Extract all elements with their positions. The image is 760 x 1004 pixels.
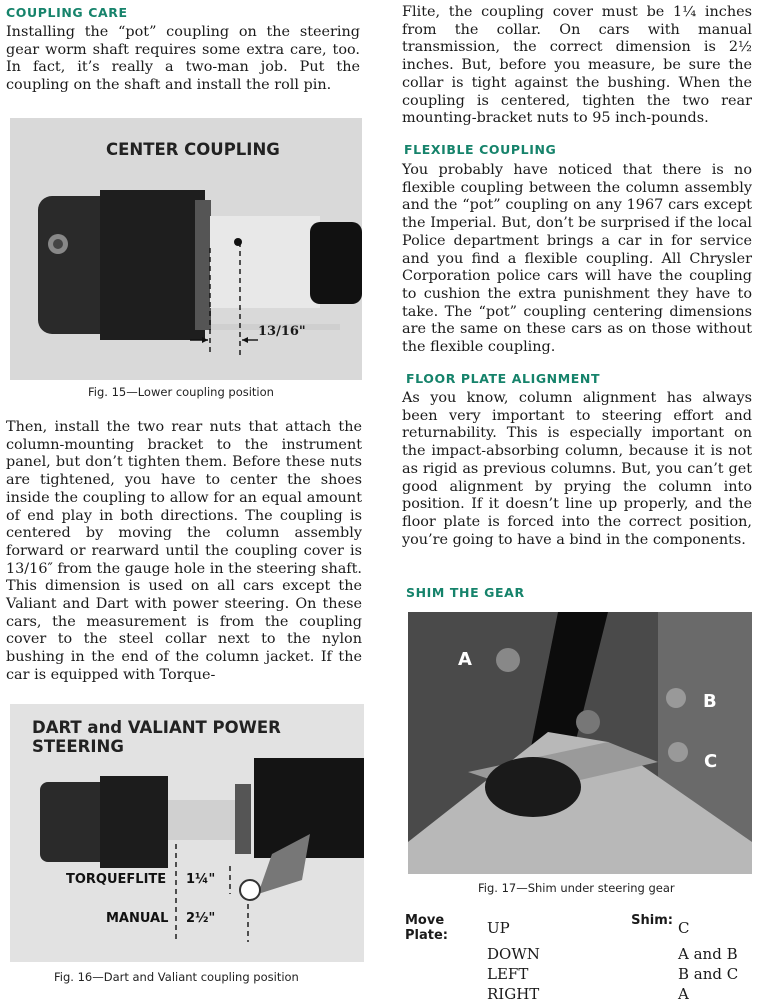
plate-value: UP: [487, 919, 510, 937]
figure-16-title: DART and VALIANT POWER STEERING: [32, 718, 281, 756]
shim-value: C: [678, 919, 690, 937]
plate-value: DOWN: [487, 945, 540, 963]
floor-plate-text: As you know, column alignment has always been very important to steering effort and returnability. This is especially important on the impact-absorbing column, because it is not as rigid as previous columns. But, you can’t get good alignment by prying the column into position. If it doesn’t line up properly, and the floor plate is forced into the correct position, you’re going to have a bind in the components.: [402, 390, 752, 548]
flexible-coupling-text: You probably have noticed that there is no flexible coupling between the column assembly and the “pot” coupling on any 1967 cars except the Imperial. But, don’t be surprised if the local Police department brings a car in for service and you find a flexible coupling. All Chrysler Corporation police cars will have the coupling to cushion the extra punishment they have to take. The “pot” coupling centering dimensions are the same on these cars as on those without the flexible coupling.: [402, 162, 752, 356]
plate-value: LEFT: [487, 965, 529, 983]
figure-16-photo: [10, 704, 364, 962]
figure-15-photo: [10, 118, 362, 380]
marker-b: B: [703, 691, 717, 712]
shim-heading: SHIM THE GEAR: [406, 585, 525, 600]
shim-value: A and B: [678, 945, 738, 963]
shim-value: A: [678, 985, 689, 1003]
shim-row-4: [404, 984, 739, 1004]
shim-row-1: [404, 912, 739, 944]
figure-15-dimension: 13/16": [258, 324, 306, 339]
move-plate-label: Move Plate:: [405, 913, 448, 943]
floor-plate-heading: FLOOR PLATE ALIGNMENT: [406, 371, 601, 386]
figure-17-photo: [408, 612, 752, 874]
figure-16-caption: Fig. 16—Dart and Valiant coupling position: [54, 970, 299, 984]
shim-table: [404, 912, 739, 1004]
marker-c: C: [704, 751, 718, 772]
figure-15-caption: Fig. 15—Lower coupling position: [88, 385, 274, 399]
flexible-coupling-heading: FLEXIBLE COUPLING: [404, 142, 557, 157]
figure-15-title: CENTER COUPLING: [106, 140, 280, 159]
centering-text: Then, install the two rear nuts that attach the column-mounting bracket to the instrument panel, but don’t tighten them. Before these nuts are tightened, you have to center the shoes inside the coupling to allow for an equal amount of end play in both directions. The coupling is centered by moving the column assembly forward or rearward until the coupling cover is 13/16″ from the gauge hole in the steering shaft. This dimension is used on all cars except the Valiant and Dart with power steering. On these cars, the measurement is from the coupling cover to the steel collar next to the nylon bushing in the end of the column jacket. If the car is equipped with Torque-: [6, 419, 362, 683]
center-coupling-illustration: [10, 118, 362, 380]
coupling-care-text: Installing the “pot” coupling on the steering gear worm shaft requires some extra care, too. In fact, it’s really a two-man job. Put the coupling on the shaft and install the roll pin.: [6, 24, 360, 94]
plate-value: RIGHT: [487, 985, 540, 1003]
manual-label: MANUAL: [106, 911, 169, 926]
manual-dimension: 2½": [186, 911, 216, 926]
marker-a: A: [458, 649, 472, 670]
shim-row-3: [404, 964, 739, 984]
continued-text: Flite, the coupling cover must be 1¼ inches from the collar. On cars with manual transmission, the correct dimension is 2½ inches. But, before you measure, be sure the collar is tight against the bushing. When the coupling is centered, tighten the two rear mounting-bracket nuts to 95 inch-pounds.: [402, 4, 752, 127]
torqueflite-label: TORQUEFLITE: [66, 872, 167, 887]
figure-17-caption: Fig. 17—Shim under steering gear: [478, 881, 675, 895]
torqueflite-dimension: 1¼": [186, 872, 216, 887]
shim-label: Shim:: [631, 913, 673, 928]
shim-value: B and C: [678, 965, 739, 983]
coupling-care-heading: COUPLING CARE: [6, 5, 128, 20]
shim-row-2: [404, 944, 739, 964]
